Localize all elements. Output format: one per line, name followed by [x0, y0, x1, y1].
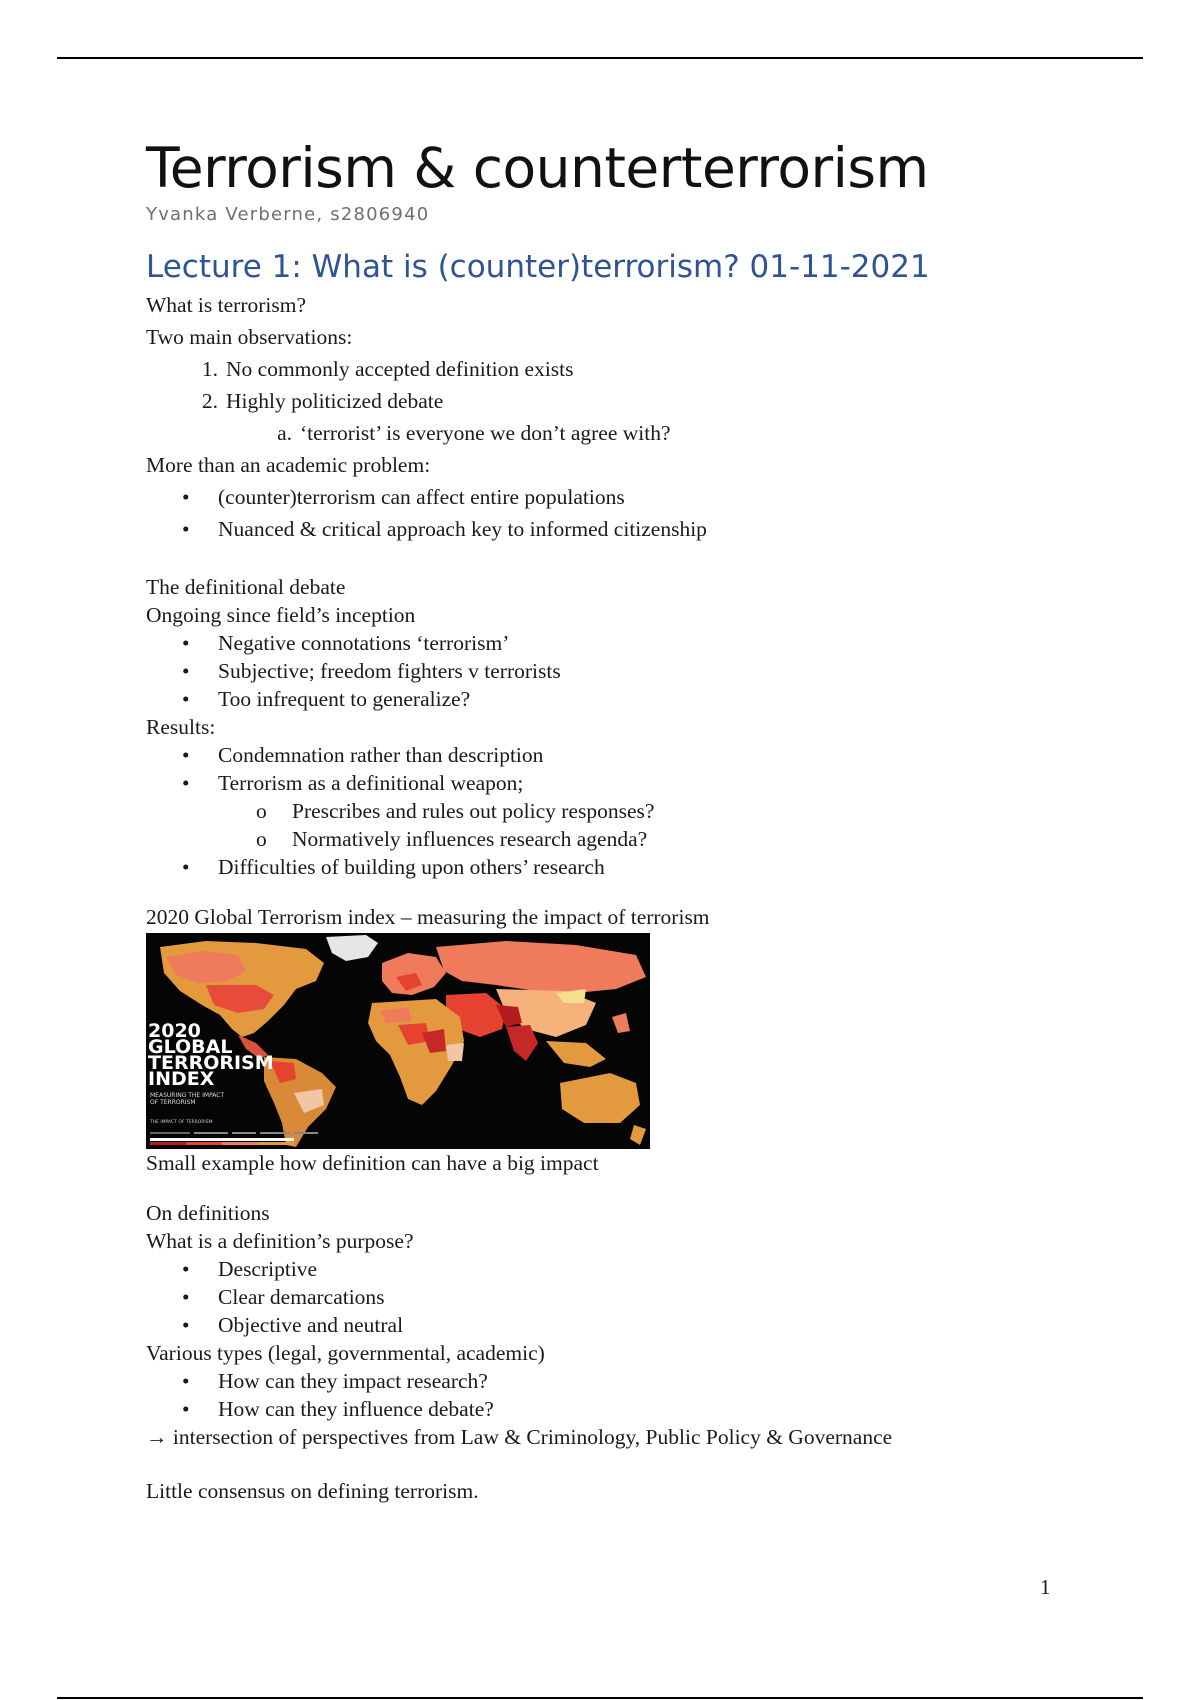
bullet-item — [146, 741, 1146, 769]
legend-bar — [260, 1132, 290, 1134]
global-terrorism-index-map-image — [146, 933, 650, 1149]
bullet-glyph: • — [182, 770, 190, 795]
list-text: Nuanced & critical approach key to informed citizenship — [218, 516, 707, 541]
list-text: Negative connotations ‘terrorism’ — [218, 630, 510, 655]
legend-swatch-low — [258, 1142, 294, 1145]
spacer — [146, 545, 1146, 573]
legend-swatch-medium — [222, 1142, 258, 1145]
bullet-glyph: • — [182, 630, 190, 655]
east-africa-region — [446, 1043, 464, 1061]
list-number: 2. — [201, 388, 218, 413]
legend-scale — [150, 1138, 294, 1141]
image-title-line: INDEX — [148, 1067, 215, 1090]
list-text: ‘terrorist’ is everyone we don’t agree with? — [300, 420, 671, 445]
circle-bullet-glyph: o — [256, 826, 267, 851]
paragraph-text: intersection of perspectives from Law & Criminology, Public Policy & Governance — [172, 1424, 893, 1449]
paragraph: Little consensus on defining terrorism. — [146, 1478, 479, 1503]
image-subtitle-line: MEASURING THE IMPACT — [150, 1091, 225, 1099]
document-title: Terrorism & counterterrorism — [146, 136, 929, 200]
bullet-item — [146, 513, 1146, 545]
page-number: 1 — [1040, 1575, 1051, 1599]
image-title-line: TERRORISM — [148, 1051, 274, 1074]
legend-bar — [194, 1132, 228, 1134]
bullet-item — [146, 629, 1146, 657]
bullet-glyph: • — [182, 1312, 190, 1337]
paragraph: Results: — [146, 714, 216, 739]
top-rule — [57, 57, 1143, 59]
legend-swatch-very-high — [150, 1142, 186, 1145]
legend-bar — [150, 1132, 190, 1134]
image-caption-bottom: Small example how definition can have a big impact — [146, 1150, 599, 1175]
list-text: Descriptive — [218, 1256, 318, 1281]
bullet-glyph: • — [182, 1396, 190, 1421]
bullet-glyph: • — [182, 516, 190, 541]
bullet-item — [146, 1311, 1146, 1339]
bullet-glyph: • — [182, 742, 190, 767]
paragraph: Ongoing since field’s inception — [146, 602, 416, 627]
bullet-item — [146, 1255, 1146, 1283]
image-legend-title: THE IMPACT OF TERRORISM — [150, 1119, 213, 1125]
paragraph: On definitions — [146, 1200, 270, 1225]
list-text: Too infrequent to generalize? — [218, 686, 471, 711]
image-title-line: GLOBAL — [148, 1035, 233, 1058]
document-page — [146, 136, 1146, 1505]
bullet-glyph: • — [182, 658, 190, 683]
bullet-glyph: • — [182, 1284, 190, 1309]
paragraph: Various types (legal, governmental, academic) — [146, 1340, 545, 1365]
paragraph — [146, 1423, 1146, 1451]
legend-bar — [294, 1132, 318, 1134]
bullet-item — [146, 1367, 1146, 1395]
spacer — [146, 1177, 1146, 1199]
numbered-item — [146, 353, 1146, 385]
author-line: Yvanka Verberne, s2806940 — [146, 203, 430, 225]
arrow-icon: → — [146, 1424, 168, 1449]
paragraph: What is a definition’s purpose? — [146, 1228, 414, 1253]
bullet-item — [146, 481, 1146, 513]
paragraph: Two main observations: — [146, 324, 353, 349]
bullet-glyph: • — [182, 1368, 190, 1393]
list-text: How can they impact research? — [218, 1368, 488, 1393]
list-text: No commonly accepted definition exists — [226, 356, 574, 381]
list-text: (counter)terrorism can affect entire populations — [218, 484, 625, 509]
list-text: Highly politicized debate — [226, 388, 444, 413]
paragraph: What is terrorism? — [146, 292, 307, 317]
legend-swatch-high — [186, 1142, 222, 1145]
list-text: Objective and neutral — [218, 1312, 404, 1337]
bullet-item — [146, 853, 1146, 881]
image-subtitle-line: OF TERRORISM — [150, 1098, 196, 1106]
lecture-body — [146, 289, 1146, 1505]
list-letter: a. — [277, 420, 292, 445]
bullet-item — [146, 657, 1146, 685]
list-text: Difficulties of building upon others’ research — [218, 854, 605, 879]
sub-bullet-item — [146, 797, 1146, 825]
list-text: Terrorism as a definitional weapon; — [218, 770, 524, 795]
spacer — [146, 881, 1146, 903]
bullet-item — [146, 1395, 1146, 1423]
bullet-glyph: • — [182, 484, 190, 509]
image-title-line: 2020 — [148, 1019, 201, 1042]
bottom-rule — [57, 1697, 1143, 1699]
bullet-item — [146, 685, 1146, 713]
list-text: Prescribes and rules out policy responses? — [292, 798, 655, 823]
numbered-item — [146, 385, 1146, 417]
lettered-item — [146, 417, 1146, 449]
list-number: 1. — [201, 356, 218, 381]
lecture-heading: Lecture 1: What is (counter)terrorism? 01-11-2021 — [146, 248, 930, 285]
list-text: Subjective; freedom fighters v terrorists — [218, 658, 561, 683]
spacer — [146, 1451, 1146, 1477]
bullet-glyph: • — [182, 854, 190, 879]
list-text: Normatively influences research agenda? — [292, 826, 648, 851]
circle-bullet-glyph: o — [256, 798, 267, 823]
legend-bar — [232, 1132, 256, 1134]
bullet-glyph: • — [182, 1256, 190, 1281]
list-text: How can they influence debate? — [218, 1396, 494, 1421]
sub-bullet-item — [146, 825, 1146, 853]
list-text: Condemnation rather than description — [218, 742, 544, 767]
bullet-glyph: • — [182, 686, 190, 711]
bullet-item — [146, 1283, 1146, 1311]
bullet-item — [146, 769, 1146, 797]
paragraph: The definitional debate — [146, 574, 346, 599]
list-text: Clear demarcations — [218, 1284, 385, 1309]
image-caption-top: 2020 Global Terrorism index – measuring the impact of terrorism — [146, 904, 710, 929]
paragraph: More than an academic problem: — [146, 452, 431, 477]
